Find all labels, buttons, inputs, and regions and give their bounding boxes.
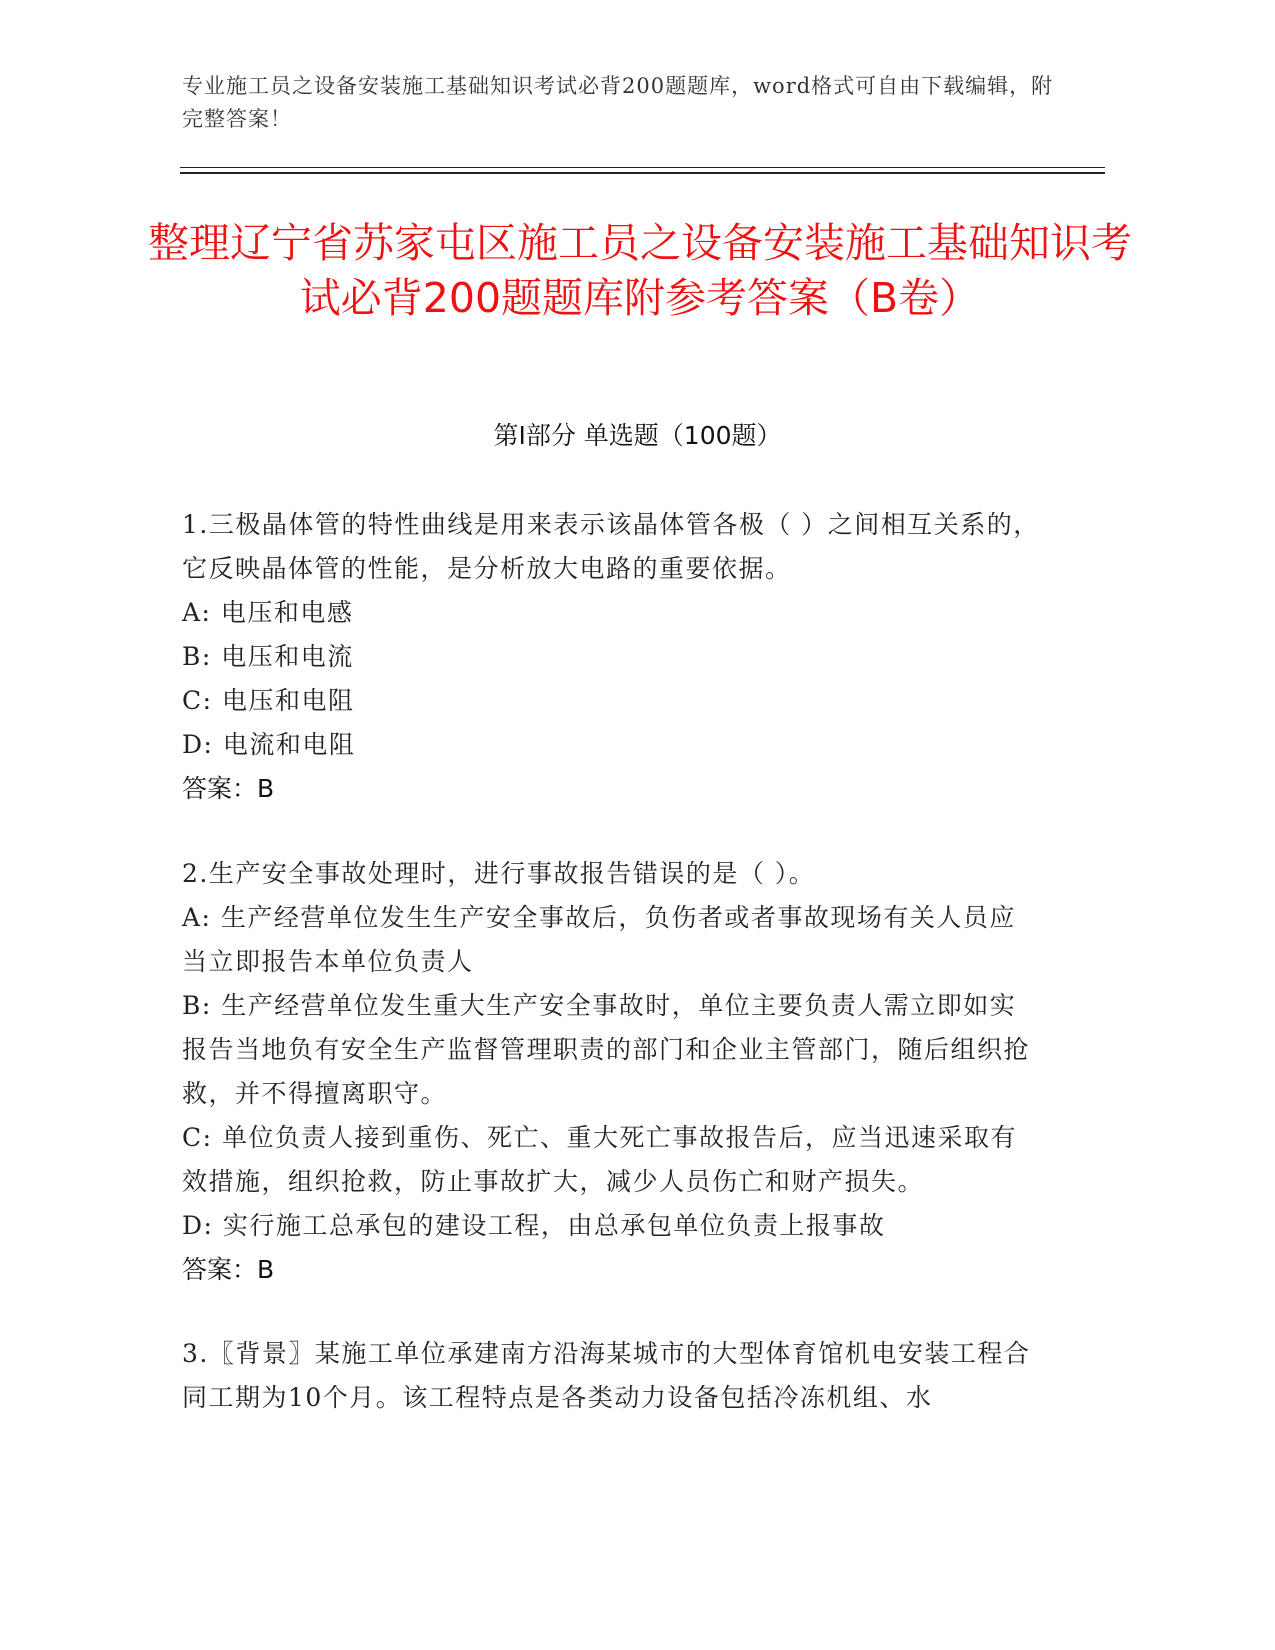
option-c: C: 电压和电阻 [182,686,355,715]
option-c: C: 单位负责人接到重伤、死亡、重大死亡事故报告后，应当迅速采取有效措施，组织抢救，防止事故扩大，减少人员伤亡和财产损失。 [182,1123,1018,1196]
option-d: D: 实行施工总承包的建设工程，由总承包单位负责上报事故 [182,1211,886,1240]
question-stem: 1.三极晶体管的特性曲线是用来表示该晶体管各极（ ）之间相互关系的，它反映晶体管的性能，是分析放大电路的重要依据。 [182,510,1040,583]
document-title: 整理辽宁省苏家屯区施工员之设备安装施工基础知识考试必背200题题库附参考答案（B卷） [148,219,1132,322]
header-divider-thin [180,167,1105,168]
answer-line: 答案：B [182,1255,275,1284]
option-b: B: 电压和电流 [182,642,354,671]
option-a: A: 生产经营单位发生生产安全事故后，负伤者或者事故现场有关人员应当立即报告本单位负责人 [182,903,1016,976]
option-d: D: 电流和电阻 [182,730,356,759]
question-stem: 3.〖背景〗某施工单位承建南方沿海某城市的大型体育馆机电安装工程合同工期为10个月。该工程特点是各类动力设备包括冷冻机组、水 [182,1339,1031,1412]
option-a: A: 电压和电感 [182,598,354,627]
question-block [182,852,1042,1292]
question-block [182,1332,1042,1420]
question-block [182,503,1042,811]
header-divider-thick [180,172,1105,174]
option-b: B: 生产经营单位发生重大生产安全事故时，单位主要负责人需立即如实报告当地负有安全生产监督管理职责的部门和企业主管部门，随后组织抢救，并不得擅离职守。 [182,991,1031,1108]
answer-line: 答案：B [182,774,275,803]
header-note: 专业施工员之设备安装施工基础知识考试必背200题题库，word格式可自由下载编辑，附完整答案！ [182,74,1054,131]
section-heading: 第Ⅰ部分 单选题（100题） [493,421,782,450]
question-stem: 2.生产安全事故处理时，进行事故报告错误的是（ ）。 [182,859,816,888]
